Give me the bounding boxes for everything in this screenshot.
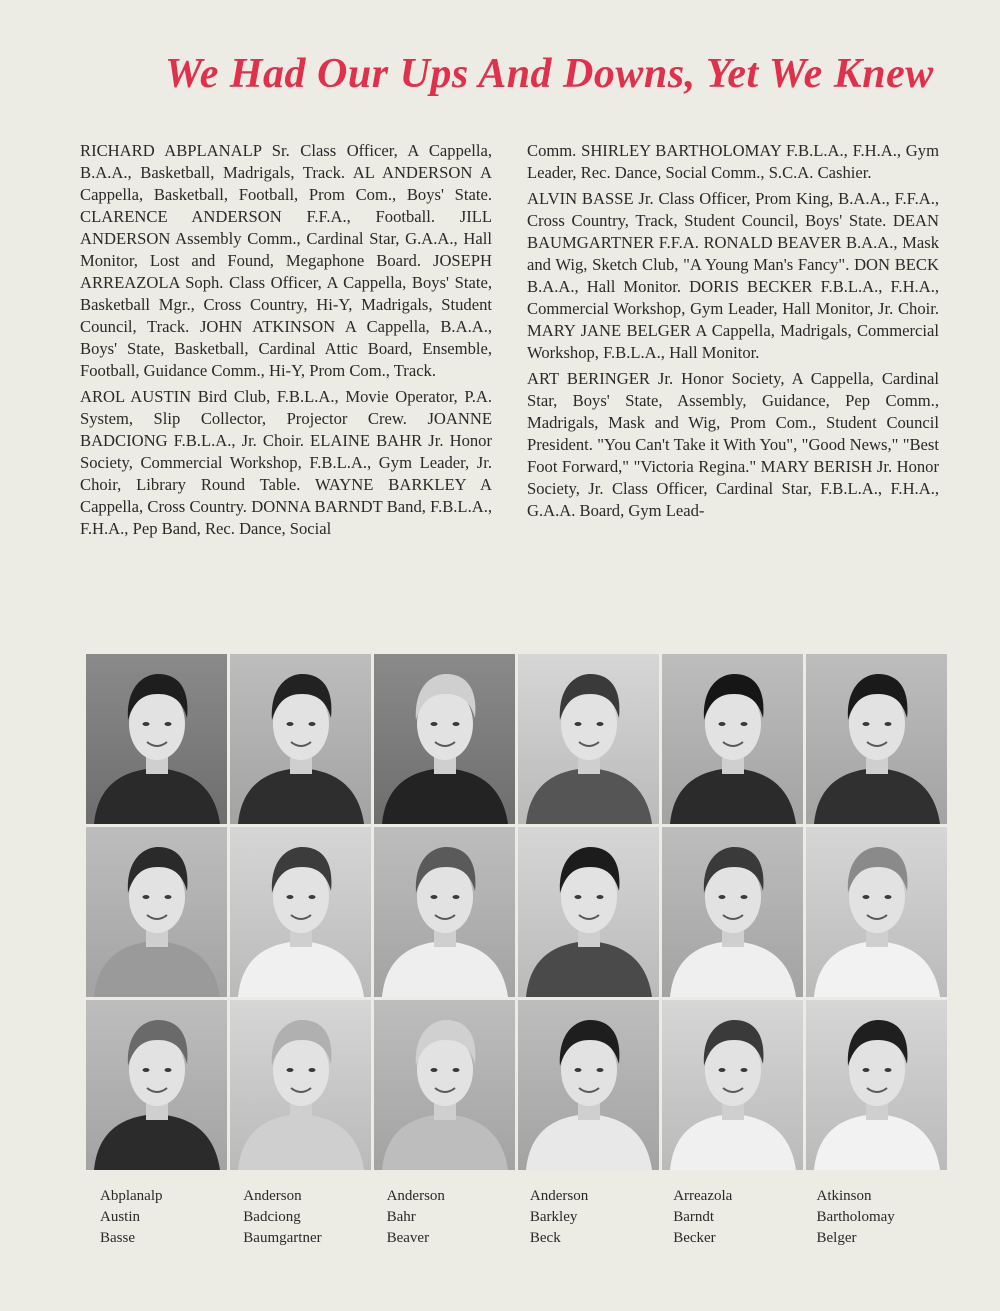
student-portrait bbox=[374, 1000, 515, 1170]
portrait-eye bbox=[287, 722, 294, 726]
portrait-grid bbox=[86, 654, 946, 1170]
caption-name: Anderson bbox=[529, 1188, 589, 1204]
portrait-eye bbox=[885, 895, 892, 899]
portrait-eye bbox=[719, 895, 726, 899]
portrait-silhouette bbox=[806, 1000, 947, 1170]
portrait-silhouette bbox=[86, 1000, 227, 1170]
caption-name: Bartholomay bbox=[816, 1209, 895, 1225]
portrait-shoulders bbox=[814, 768, 940, 824]
portrait-eye bbox=[287, 1068, 294, 1072]
portrait-eye bbox=[863, 722, 870, 726]
portrait-eye bbox=[575, 1068, 582, 1072]
student-portrait bbox=[518, 827, 659, 997]
portrait-silhouette bbox=[374, 654, 515, 824]
portrait-eye bbox=[309, 895, 316, 899]
caption-name: Anderson bbox=[386, 1188, 445, 1204]
portrait-eye bbox=[575, 722, 582, 726]
caption-name: Bahr bbox=[386, 1209, 416, 1225]
portrait-silhouette bbox=[86, 827, 227, 997]
student-portrait bbox=[518, 1000, 659, 1170]
portrait-eye bbox=[885, 722, 892, 726]
caption-name: Abplanalp bbox=[100, 1188, 163, 1204]
portrait-eye bbox=[885, 1068, 892, 1072]
student-portrait bbox=[374, 827, 515, 997]
portrait-silhouette bbox=[806, 654, 947, 824]
student-portrait bbox=[518, 654, 659, 824]
portrait-silhouette bbox=[374, 827, 515, 997]
portrait-eye bbox=[575, 895, 582, 899]
portrait-eye bbox=[309, 722, 316, 726]
portrait-eye bbox=[597, 1068, 604, 1072]
portrait-shoulders bbox=[94, 941, 220, 997]
portrait-silhouette bbox=[518, 1000, 659, 1170]
portrait-eye bbox=[165, 1068, 172, 1072]
caption-name: Barndt bbox=[673, 1209, 715, 1225]
portrait-silhouette bbox=[230, 1000, 371, 1170]
caption-name: Austin bbox=[100, 1209, 141, 1225]
portrait-shoulders bbox=[382, 1114, 508, 1170]
portrait-eye bbox=[741, 722, 748, 726]
student-portrait bbox=[806, 827, 947, 997]
portrait-shoulders bbox=[526, 1114, 652, 1170]
student-portrait bbox=[806, 654, 947, 824]
caption-column-3 bbox=[387, 1186, 530, 1249]
student-portrait bbox=[86, 1000, 227, 1170]
portrait-eye bbox=[597, 722, 604, 726]
portrait-shoulders bbox=[94, 768, 220, 824]
portrait-silhouette bbox=[518, 654, 659, 824]
portrait-eye bbox=[453, 895, 460, 899]
portrait-silhouette bbox=[806, 827, 947, 997]
portrait-eye bbox=[453, 722, 460, 726]
caption-column-1 bbox=[100, 1186, 243, 1249]
portrait-eye bbox=[287, 895, 294, 899]
portrait-eye bbox=[165, 722, 172, 726]
caption-column-2 bbox=[243, 1186, 386, 1249]
portrait-silhouette bbox=[662, 1000, 803, 1170]
student-portrait bbox=[662, 654, 803, 824]
student-portrait bbox=[86, 654, 227, 824]
portrait-silhouette bbox=[230, 654, 371, 824]
portrait-eye bbox=[309, 1068, 316, 1072]
portrait-shoulders bbox=[382, 941, 508, 997]
portrait-silhouette bbox=[662, 827, 803, 997]
student-portrait bbox=[806, 1000, 947, 1170]
portrait-eye bbox=[453, 1068, 460, 1072]
portrait-silhouette bbox=[374, 1000, 515, 1170]
left-paragraph-2: AROL AUSTIN Bird Club, F.B.L.A., Movie Operator, P.A. System, Slip Collector, Projector Crew. JOANNE BADCIONG F.B.L.A., Jr. Choir. ELAINE BAHR Jr. Honor Society, Commercial Workshop, F.B.L.A., Gym Leader, Jr. Choir, Library Round Table. WAYNE BARKLEY A Cappella, Cross Country. DONNA BARNDT Band, F.B.L.A., F.H.A., Pep Band, Rec. Dance, Social bbox=[80, 387, 492, 538]
portrait-silhouette bbox=[86, 654, 227, 824]
portrait-shoulders bbox=[238, 941, 364, 997]
portrait-shoulders bbox=[814, 1114, 940, 1170]
caption-name: Belger bbox=[816, 1230, 857, 1246]
portrait-eye bbox=[863, 1068, 870, 1072]
student-portrait bbox=[662, 1000, 803, 1170]
student-portrait bbox=[662, 827, 803, 997]
portrait-eye bbox=[741, 895, 748, 899]
portrait-eye bbox=[143, 1068, 150, 1072]
portrait-shoulders bbox=[238, 768, 364, 824]
portrait-silhouette bbox=[662, 654, 803, 824]
portrait-eye bbox=[863, 895, 870, 899]
portrait-eye bbox=[431, 722, 438, 726]
caption-name: Atkinson bbox=[816, 1188, 872, 1204]
portrait-shoulders bbox=[238, 1114, 364, 1170]
portrait-shoulders bbox=[670, 941, 796, 997]
caption-name: Beaver bbox=[386, 1230, 430, 1246]
portrait-eye bbox=[143, 722, 150, 726]
caption-column-4 bbox=[530, 1186, 673, 1249]
left-text-column bbox=[80, 140, 492, 544]
student-portrait bbox=[230, 654, 371, 824]
portrait-eye bbox=[719, 722, 726, 726]
right-text-column bbox=[527, 140, 939, 526]
right-paragraph-1: Comm. SHIRLEY BARTHOLOMAY F.B.L.A., F.H.A., Gym Leader, Rec. Dance, Social Comm., S.C.A. Cashier. bbox=[527, 141, 939, 182]
portrait-shoulders bbox=[382, 768, 508, 824]
caption-name: Arreazola bbox=[673, 1188, 733, 1204]
student-portrait bbox=[86, 827, 227, 997]
portrait-shoulders bbox=[814, 941, 940, 997]
caption-name: Barkley bbox=[529, 1209, 578, 1225]
caption-column-5 bbox=[673, 1186, 816, 1249]
portrait-eye bbox=[741, 1068, 748, 1072]
portrait-eye bbox=[431, 1068, 438, 1072]
right-paragraph-3: ART BERINGER Jr. Honor Society, A Cappella, Cardinal Star, Boys' State, Assembly, Guidance, Pep Comm., Madrigals, Mask and Wig, Prom Com., Student Council President. "You Can't Take it With You", "Good News," "Best Foot Forward," "Victoria Regina." MARY BERISH Jr. Honor Society, Jr. Class Officer, Cardinal Star, F.B.L.A., F.H.A., G.A.A. Board, Gym Lead- bbox=[527, 369, 939, 520]
student-portrait bbox=[374, 654, 515, 824]
caption-name: Badciong bbox=[243, 1209, 301, 1225]
portrait-eye bbox=[165, 895, 172, 899]
portrait-shoulders bbox=[670, 768, 796, 824]
caption-grid bbox=[100, 1186, 960, 1249]
portrait-eye bbox=[143, 895, 150, 899]
portrait-shoulders bbox=[526, 941, 652, 997]
left-paragraph-1: RICHARD ABPLANALP Sr. Class Officer, A Cappella, B.A.A., Basketball, Madrigals, Track. AL ANDERSON A Cappella, Basketball, Football, Prom Com., Boys' State. CLARENCE ANDERSON F.F.A., Football. JILL ANDERSON Assembly Comm., Cardinal Star, G.A.A., Hall Monitor, Lost and Found, Megaphone Board. JOSEPH ARREAZOLA Soph. Class Officer, A Cappella, Boys' State, Basketball Mgr., Cross Country, Hi-Y, Madrigals, Student Council, Track. JOHN ATKINSON A Cappella, B.A.A., Boys' State, Basketball, Cardinal Attic Board, Ensemble, Football, Guidance Comm., Hi-Y, Prom Com., Track. bbox=[80, 141, 492, 380]
portrait-silhouette bbox=[518, 827, 659, 997]
student-portrait bbox=[230, 1000, 371, 1170]
caption-name: Baumgartner bbox=[243, 1230, 322, 1246]
portrait-shoulders bbox=[670, 1114, 796, 1170]
caption-name: Anderson bbox=[243, 1188, 302, 1204]
caption-column-6 bbox=[816, 1186, 959, 1249]
caption-name: Becker bbox=[673, 1230, 716, 1246]
portrait-eye bbox=[719, 1068, 726, 1072]
page-headline: We Had Our Ups And Downs, Yet We Knew bbox=[165, 51, 934, 97]
caption-name: Beck bbox=[529, 1230, 561, 1246]
portrait-eye bbox=[431, 895, 438, 899]
portrait-shoulders bbox=[526, 768, 652, 824]
portrait-silhouette bbox=[230, 827, 371, 997]
portrait-shoulders bbox=[94, 1114, 220, 1170]
right-paragraph-2: ALVIN BASSE Jr. Class Officer, Prom King, B.A.A., F.F.A., Cross Country, Track, Student Council, Boys' State. DEAN BAUMGARTNER F.F.A. RONALD BEAVER B.A.A., Mask and Wig, Sketch Club, "A Young Man's Fancy". DON BECK B.A.A., Hall Monitor. DORIS BECKER F.B.L.A., F.H.A., Commercial Workshop, Gym Leader, Hall Monitor, Jr. Choir. MARY JANE BELGER A Cappella, Madrigals, Commercial Workshop, F.B.L.A., Hall Monitor. bbox=[527, 189, 939, 362]
caption-name: Basse bbox=[100, 1230, 135, 1246]
portrait-eye bbox=[597, 895, 604, 899]
student-portrait bbox=[230, 827, 371, 997]
